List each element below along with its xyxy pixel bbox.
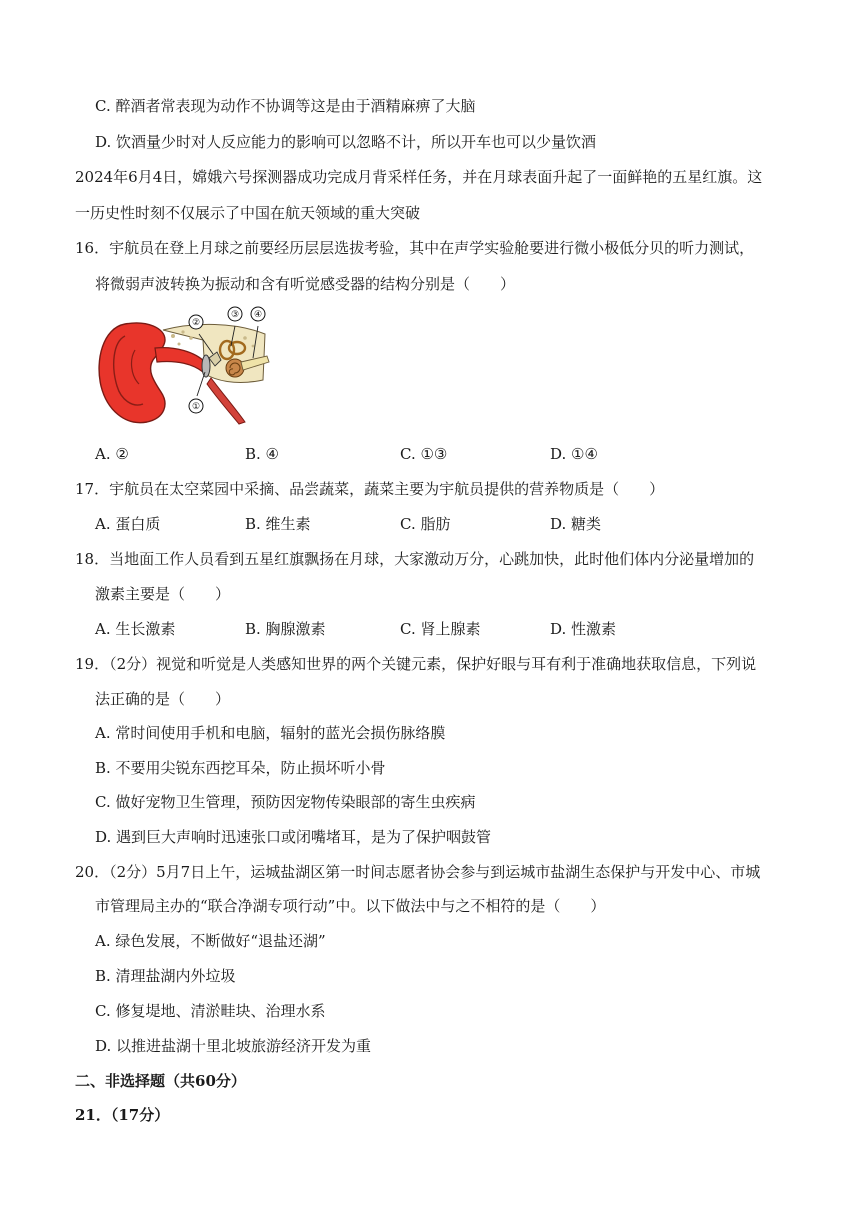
q20-option-d: D. 以推进盐湖十里北坡旅游经济开发为重 bbox=[95, 1037, 372, 1055]
intro-line-1: 2024年6月4日，嫦娥六号探测器成功完成月背采样任务，并在月球表面升起了一面鲜艳的五星红旗。这 bbox=[75, 168, 763, 186]
q17-option-b: B. 维生素 bbox=[245, 515, 311, 533]
q17-option-c: C. 脂肪 bbox=[400, 515, 451, 533]
q19-stem-line-1: 19．（2分）视觉和听觉是人类感知世界的两个关键元素，保护好眼与耳有利于准确地获取信息，下列说 bbox=[75, 655, 757, 673]
intro-line-2: 一历史性时刻不仅展示了中国在航天领域的重大突破 bbox=[75, 204, 421, 222]
q17-option-a: A. 蛋白质 bbox=[95, 515, 161, 533]
q17-option-d: D. 糖类 bbox=[550, 515, 602, 533]
q19-option-b: B. 不要用尖锐东西挖耳朵，防止损坏听小骨 bbox=[95, 759, 386, 777]
q18-option-a: A. 生长激素 bbox=[95, 620, 176, 638]
q18-stem-line-1: 18．当地面工作人员看到五星红旗飘扬在月球，大家激动万分，心跳加快，此时他们体内分泌量增加的 bbox=[75, 550, 755, 568]
q20-stem-line-1: 20．（2分）5月7日上午，运城盐湖区第一时间志愿者协会参与到运城市盐湖生态保护与开发中心、市城 bbox=[75, 863, 761, 881]
ear-anatomy-diagram-icon bbox=[95, 300, 280, 430]
q18-option-d: D. 性激素 bbox=[550, 620, 617, 638]
q17-stem: 17．宇航员在太空菜园中采摘、品尝蔬菜，蔬菜主要为宇航员提供的营养物质是（ ） bbox=[75, 480, 665, 498]
q16-option-c: C. ①③ bbox=[400, 445, 448, 463]
q16-stem-line-1: 16．宇航员在登上月球之前要经历层层选拔考验，其中在声学实验舱要进行微小极低分贝的听力测试， bbox=[75, 239, 755, 257]
q16-option-d: D. ①④ bbox=[550, 445, 598, 463]
q21-heading: 21．（17分） bbox=[75, 1106, 170, 1124]
q20-option-a: A. 绿色发展，不断做好“退盐还湖” bbox=[95, 932, 326, 950]
figure-label-3: ③ bbox=[230, 310, 240, 320]
q16-option-b: B. ④ bbox=[245, 445, 280, 463]
q15-option-c: C. 醉酒者常表现为动作不协调等这是由于酒精麻痹了大脑 bbox=[95, 97, 476, 115]
figure-label-4: ④ bbox=[253, 310, 263, 320]
q19-stem-line-2: 法正确的是（ ） bbox=[95, 690, 231, 708]
section-heading-nonchoice: 二、非选择题（共60分） bbox=[75, 1072, 246, 1090]
q20-option-c: C. 修复堤地、清淤畦块、治理水系 bbox=[95, 1002, 326, 1020]
q16-stem-line-2: 将微弱声波转换为振动和含有听觉感受器的结构分别是（ ） bbox=[95, 275, 516, 293]
q16-option-a: A. ② bbox=[95, 445, 129, 463]
q18-stem-line-2: 激素主要是（ ） bbox=[95, 585, 231, 603]
q20-stem-line-2: 市管理局主办的“联合净湖专项行动”中。以下做法中与之不相符的是（ ） bbox=[95, 897, 606, 915]
q20-option-b: B. 清理盐湖内外垃圾 bbox=[95, 967, 236, 985]
figure-label-1: ① bbox=[191, 402, 201, 412]
q18-option-b: B. 胸腺激素 bbox=[245, 620, 326, 638]
q19-option-a: A. 常时间使用手机和电脑，辐射的蓝光会损伤脉络膜 bbox=[95, 724, 446, 742]
q18-option-c: C. 肾上腺素 bbox=[400, 620, 481, 638]
figure-label-2: ② bbox=[191, 318, 201, 328]
q19-option-c: C. 做好宠物卫生管理，预防因宠物传染眼部的寄生虫疾病 bbox=[95, 793, 476, 811]
q19-option-d: D. 遇到巨大声响时迅速张口或闭嘴堵耳，是为了保护咽鼓管 bbox=[95, 828, 492, 846]
q15-option-d: D. 饮酒量少时对人反应能力的影响可以忽略不计，所以开车也可以少量饮酒 bbox=[95, 133, 597, 151]
